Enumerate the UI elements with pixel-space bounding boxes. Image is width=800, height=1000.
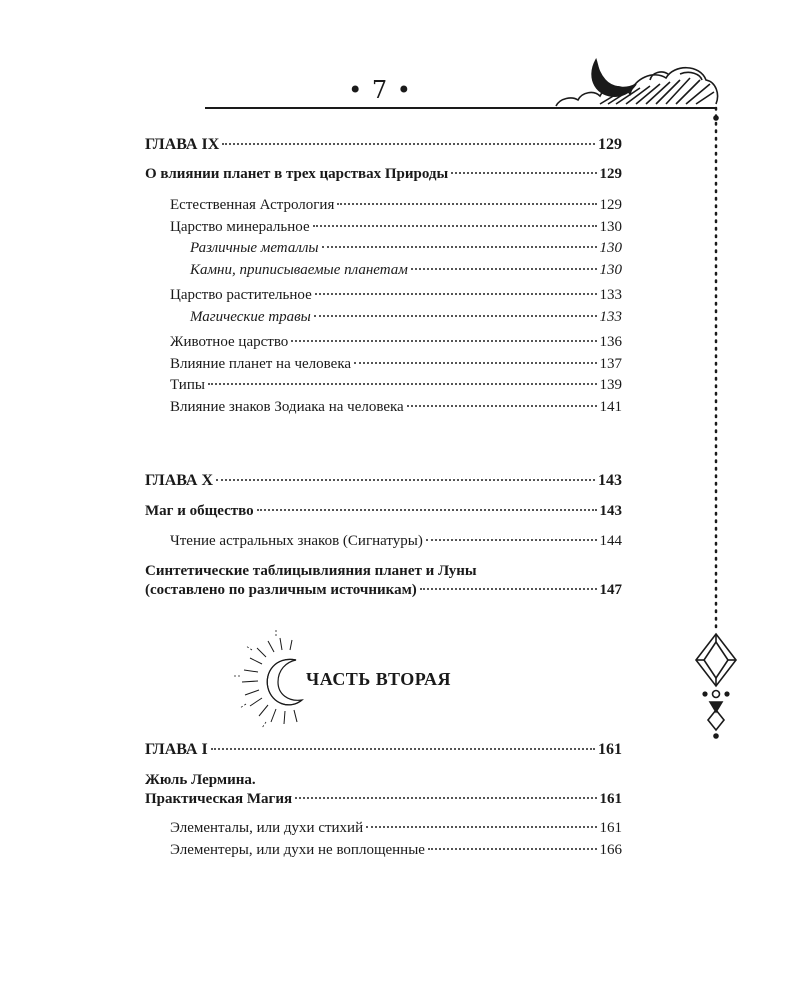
toc-entry-title: Различные металлы [190, 240, 319, 256]
toc-entry-sec2[interactable] [145, 503, 622, 520]
crystal-pendant-icon [696, 634, 736, 738]
toc-page-number: 166 [599, 842, 622, 858]
toc-page-number: 130 [599, 219, 622, 235]
toc-page-number: 129 [598, 136, 622, 153]
toc-entry-s3[interactable] [170, 287, 622, 304]
dot-leader [354, 362, 596, 364]
toc-entry-title: Маг и общество [145, 503, 254, 519]
toc-entry-ch9[interactable] [145, 136, 622, 154]
toc-entry-s5[interactable] [170, 356, 622, 373]
sun-crescent-icon [234, 630, 302, 728]
toc-entry-s7[interactable] [170, 399, 622, 416]
dot-leader [216, 479, 595, 481]
header-rule [205, 107, 717, 109]
toc-page-number: 129 [599, 166, 622, 182]
crescent-moon-cloud-icon [556, 60, 718, 106]
toc-entry-s9[interactable] [170, 820, 622, 837]
toc-entry-s2b[interactable] [190, 262, 622, 279]
toc-page-number: 144 [599, 533, 622, 549]
page-number: • 7 • [348, 76, 412, 104]
toc-page-number: 130 [599, 240, 622, 256]
toc-page-number: 130 [599, 262, 622, 278]
toc-page-number: 147 [599, 582, 622, 598]
dot-leader [208, 383, 597, 385]
dot-leader [211, 748, 595, 750]
part-two-title: ЧАСТЬ ВТОРАЯ [306, 669, 451, 689]
dot-leader [428, 848, 597, 850]
dot-leader [291, 340, 596, 342]
toc-page-number: 161 [598, 741, 622, 758]
toc-entry-title: ГЛАВА X [145, 472, 214, 489]
toc-entry-ch10[interactable] [145, 472, 622, 490]
toc-entry-title: Естественная Астрология [170, 197, 335, 213]
dot-leader [411, 268, 597, 270]
toc-entry-title: О влиянии планет в трех царствах Природы [145, 166, 449, 182]
toc-entry-title: Магические травы [190, 309, 311, 325]
toc-entry-title: Царство растительное [170, 287, 312, 303]
toc-entry-sec4[interactable] [145, 771, 622, 808]
toc-entry-s10[interactable] [170, 842, 622, 859]
toc-entry-title-continued: (составлено по различным источникам) [145, 582, 417, 598]
dot-leader [420, 588, 597, 590]
dot-leader [337, 203, 596, 205]
toc-entry-sec3[interactable] [145, 562, 622, 599]
toc-page-number: 139 [599, 377, 622, 393]
toc-entry-sec1[interactable] [145, 166, 622, 183]
toc-entry-s1[interactable] [170, 197, 622, 214]
toc-page-number: 137 [599, 356, 622, 372]
dot-leader [407, 405, 597, 407]
toc-page-number: 143 [598, 472, 622, 489]
toc-page-number: 141 [599, 399, 622, 415]
toc-entry-title-continued: Практическая Магия [145, 791, 293, 807]
toc-page-number: 143 [599, 503, 622, 519]
toc-entry-s8[interactable] [170, 533, 622, 550]
toc-entry-title: Влияние планет на человека [170, 356, 352, 372]
toc-entry-title: Элементалы, или духи стихий [170, 820, 364, 836]
toc-entry-title: Камни, приписываемые планетам [190, 262, 408, 278]
dot-leader [257, 509, 597, 511]
dot-leader [313, 225, 597, 227]
dot-leader [222, 143, 595, 145]
dot-leader [314, 315, 597, 317]
toc-entry-title: Синтетические таблицывлияния планет и Луны [145, 563, 477, 579]
toc-entry-title: Жюль Лермина. [145, 772, 256, 788]
toc-page-number: 136 [599, 334, 622, 350]
dot-leader [366, 826, 596, 828]
dot-leader [295, 797, 596, 799]
toc-page-number: 129 [599, 197, 622, 213]
toc-page-number: 161 [599, 791, 622, 807]
toc-entry-title: Типы [170, 377, 205, 393]
dot-leader [315, 293, 597, 295]
toc-page-number: 133 [599, 287, 622, 303]
toc-entry-s4[interactable] [170, 334, 622, 351]
toc-entry-title: Чтение астральных знаков (Сигнатуры) [170, 533, 423, 549]
dot-leader [322, 246, 597, 248]
dot-leader [426, 539, 597, 541]
toc-entry-title: ГЛАВА I [145, 741, 208, 758]
toc-page-number: 161 [599, 820, 622, 836]
toc-entry-s3a[interactable] [190, 309, 622, 326]
toc-entry-s2[interactable] [170, 219, 622, 236]
toc-entry-title: Животное царство [170, 334, 289, 350]
toc-page-number: 133 [599, 309, 622, 325]
toc-entry-title: ГЛАВА IX [145, 136, 220, 153]
toc-entry-title: Влияние знаков Зодиака на человека [170, 399, 404, 415]
toc-entry-title: Элементеры, или духи не воплощенные [170, 842, 425, 858]
dot-leader [451, 172, 596, 174]
toc-entry-title: Царство минеральное [170, 219, 310, 235]
toc-entry-s2a[interactable] [190, 240, 622, 257]
toc-entry-s6[interactable] [170, 377, 622, 394]
toc-entry-ch1[interactable] [145, 741, 622, 759]
